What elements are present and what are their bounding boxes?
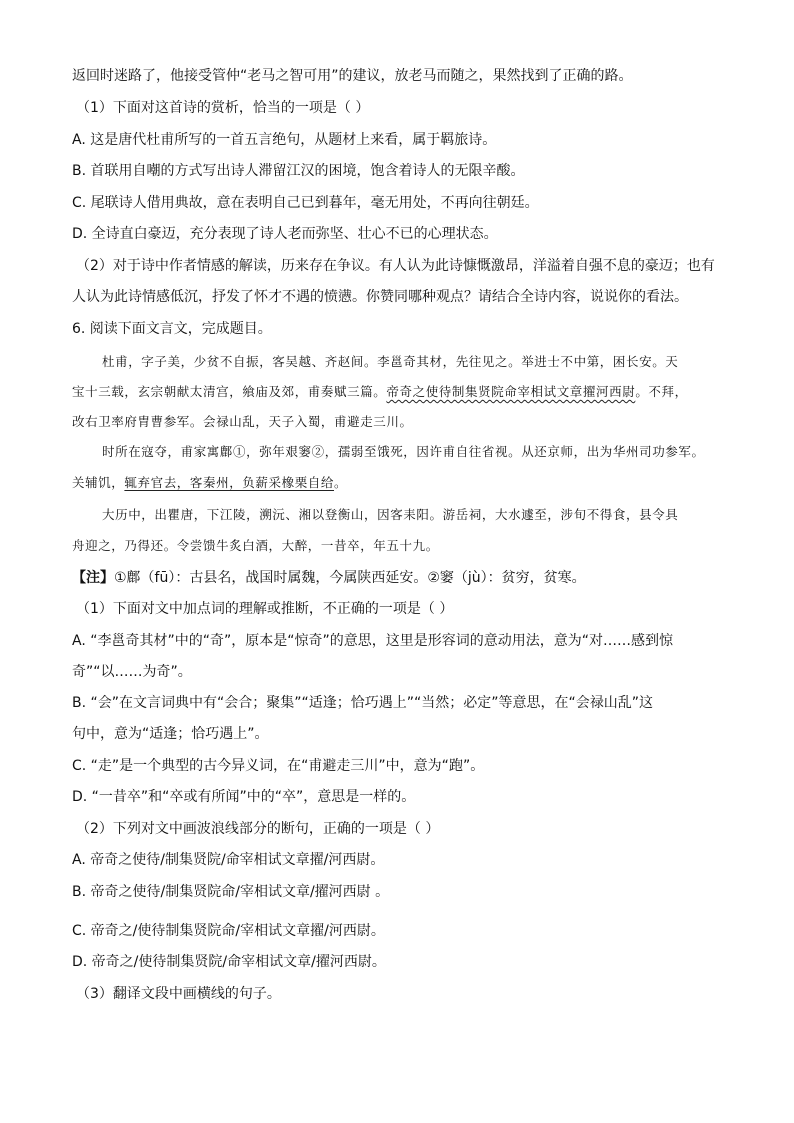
q6-sub2: （2）下列对文中画波浪线部分的断句，正确的一项是（ ） (76, 821, 440, 837)
footnote (72, 569, 734, 587)
q6-heading: 6. 阅读下面文言文，完成题目。 (72, 321, 272, 337)
passage-p2-line2-end: 。 (334, 475, 348, 490)
q6-sub2-option-b: B. 帝奇之使待/制集贤院命/宰相试文章/擢河西尉 。 (72, 884, 390, 900)
q6-sub2-option-a: A. 帝奇之使待/制集贤院/命宰相试文章擢/河西尉。 (72, 852, 385, 868)
q6-option-c: C. “走”是一个典型的古今异义词，在“甫避走三川”中，意为“跑”。 (72, 758, 485, 774)
q6-option-a-line1: A. “李邕奇其材”中的“奇”，原本是“惊奇”的意思，这里是形容词的意动用法，意为“对……感到惊 (72, 633, 673, 649)
q6-sub3: （3）翻译文段中画横线的句子。 (76, 986, 281, 1002)
footnote-text: ①鄜（fū）：古县名，战国时属魏，今属陕西延安。②窭（jù）：贫穷，贫寒。 (114, 570, 586, 586)
q6-option-b-line1: B. “会”在文言词典中有“会合；聚集”“适逢；恰巧遇上”“当然；必定”等意思，在“会禄山乱”这 (72, 695, 654, 711)
passage-p1-line2 (72, 383, 734, 401)
passage-p3-line2: 舟迎之，乃得还。令尝馈牛炙白酒，大醉，一昔卒，年五十九。 (72, 538, 439, 553)
q6-option-b-line2: 句中，意为“适逢；恰巧遇上”。 (72, 726, 269, 742)
q6-option-a-line2: 奇”“以……为奇”。 (72, 664, 192, 680)
q5-option-d: D. 全诗直白豪迈，充分表现了诗人老而弥坚、壮心不已的心理状态。 (72, 226, 498, 242)
q6-sub1: （1）下面对文中加点词的理解或推断，不正确的一项是（ ） (76, 601, 454, 617)
q5-option-c: C. 尾联诗人借用典故，意在表明自己已到暮年，毫无用处，不再向往朝廷。 (72, 195, 539, 211)
q5-sub2-line2: 人认为此诗情感低沉，抒发了怀才不遇的愤懑。你赞同哪种观点？请结合全诗内容，说说你的看法。 (72, 289, 688, 305)
intro-tail-text: 返回时迷路了，他接受管仲“老马之智可用”的建议，放老马而随之，果然找到了正确的路。 (72, 68, 633, 84)
q6-option-d: D. “一昔卒”和“卒或有所闻”中的“卒”，意思是一样的。 (72, 789, 416, 805)
passage-p2-line2-start: 关辅饥， (72, 475, 125, 490)
underlined-sentence: 辄弃官去，客秦州，负薪采橡栗自给 (124, 475, 335, 490)
passage-p1-line2-end: 。不拜， (635, 384, 688, 399)
passage-p1-line1: 杜甫，字子美，少贫不自振，客吴越、齐赵间。李邕奇其材，先往见之。举进士不中第，困长安。天 (102, 354, 679, 369)
q5-option-a: A. 这是唐代杜甫所写的一首五言绝句，从题材上来看，属于羁旅诗。 (72, 132, 497, 148)
q5-sub1: （1）下面对这首诗的赏析，恰当的一项是（ ） (76, 100, 370, 116)
wavy-underlined-sentence: 帝奇之使待制集贤院命宰相试文章擢河西尉 (386, 384, 636, 399)
passage-p2-line2 (72, 474, 734, 492)
passage-p2-line1: 时所在寇夺，甫家寓鄜①，弥年艰窭②，孺弱至饿死，因许甫自往省视。从还京师，出为华州司功参军。 (102, 444, 705, 459)
passage-p1-line2-start: 宝十三载，玄宗朝献太清宫，飨庙及郊，甫奏赋三篇。 (72, 384, 387, 399)
q6-sub2-option-d: D. 帝奇之/使待制集贤院/命宰相试文章/擢河西尉。 (72, 954, 386, 970)
footnote-label: 【注】 (72, 570, 114, 586)
q5-option-b: B. 首联用自嘲的方式写出诗人滞留江汉的困境，饱含着诗人的无限辛酸。 (72, 163, 525, 179)
q6-sub2-option-c: C. 帝奇之/使待制集贤院命/宰相试文章擢/河西尉。 (72, 923, 385, 939)
passage-p3-line1: 大历中，出瞿唐，下江陵，溯沅、湘以登衡山，因客耒阳。游岳祠，大水遽至，涉旬不得食，县令具 (102, 507, 679, 522)
passage-p1-line3: 改右卫率府胄曹参军。会禄山乱，天子入蜀，甫避走三川。 (72, 414, 413, 429)
q5-sub2-line1: （2）对于诗中作者情感的解读，历来存在争议。有人认为此诗慷慨激昂，洋溢着自强不息的豪迈；也有 (76, 258, 715, 274)
